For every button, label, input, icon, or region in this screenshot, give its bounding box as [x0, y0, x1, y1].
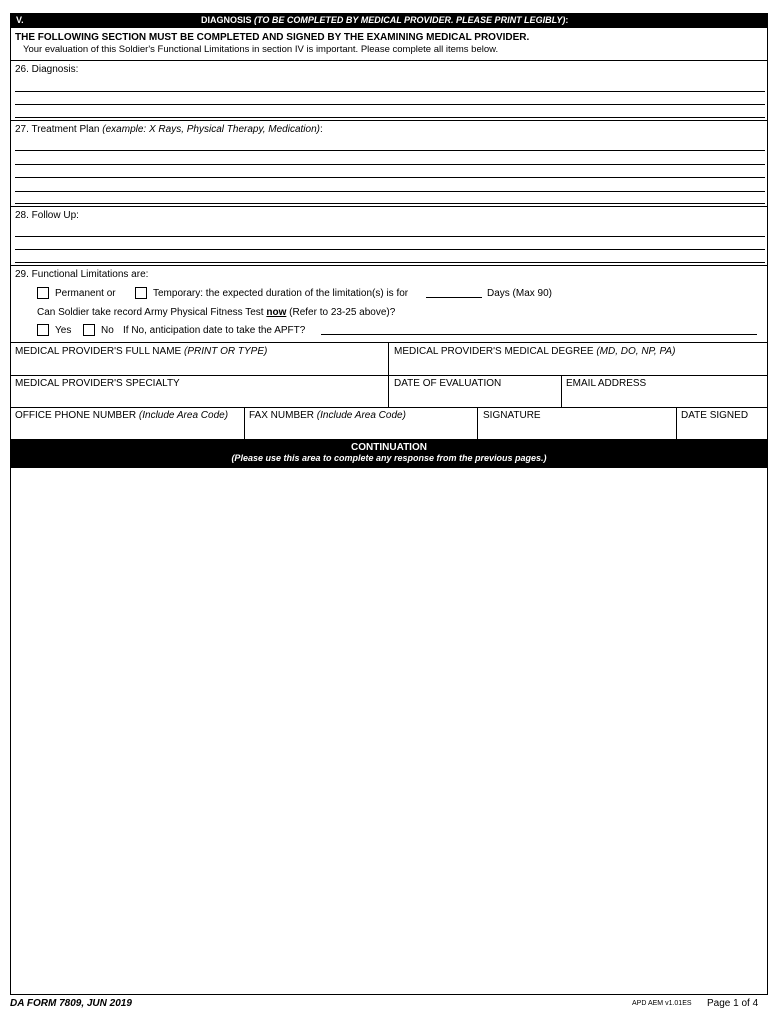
- item-27-label: 27. Treatment Plan: [15, 124, 100, 135]
- permanent-label: Permanent or: [55, 288, 116, 299]
- no-label: No: [101, 325, 114, 336]
- continuation-title: CONTINUATION: [351, 442, 427, 453]
- apft-question-pre: Can Soldier take record Army Physical Fitness Test: [37, 307, 264, 318]
- followup-line-2[interactable]: [15, 249, 765, 250]
- divider: [11, 375, 767, 376]
- office-phone-label: [15, 410, 228, 421]
- diagnosis-line-2[interactable]: [15, 104, 765, 105]
- office-phone-text: OFFICE PHONE NUMBER: [15, 410, 137, 421]
- column-divider: [388, 375, 389, 407]
- column-divider: [477, 407, 478, 439]
- treatment-line-3[interactable]: [15, 177, 765, 178]
- column-divider: [561, 375, 562, 407]
- divider: [11, 342, 767, 343]
- divider: [11, 407, 767, 408]
- column-divider: [388, 342, 389, 375]
- diagnosis-line-1[interactable]: [15, 91, 765, 92]
- section-subtitle: (TO BE COMPLETED BY MEDICAL PROVIDER. PLEASE PRINT LEGIBLY): [254, 15, 566, 25]
- instructions-heading: THE FOLLOWING SECTION MUST BE COMPLETED AND SIGNED BY THE EXAMINING MEDICAL PROVIDER.: [15, 32, 530, 43]
- apft-now: now: [266, 307, 287, 318]
- page-number: Page 1 of 4: [707, 998, 759, 1009]
- provider-degree-label: [394, 346, 675, 357]
- provider-name-note: (PRINT OR TYPE): [183, 346, 268, 357]
- section-title: DIAGNOSIS: [201, 15, 252, 25]
- if-no-label: If No, anticipation date to take the APFT?: [123, 325, 306, 336]
- treatment-line-1[interactable]: [15, 150, 765, 151]
- specialty-label: MEDICAL PROVIDER'S SPECIALTY: [15, 378, 180, 389]
- provider-name-label: [15, 346, 267, 357]
- treatment-line-4[interactable]: [15, 191, 765, 192]
- diagnosis-line-3[interactable]: [15, 117, 765, 118]
- fax-text: FAX NUMBER: [249, 410, 315, 421]
- office-phone-note: (Include Area Code): [138, 410, 229, 421]
- item-26-label: 26. Diagnosis:: [15, 64, 79, 75]
- temporary-checkbox[interactable]: [135, 287, 147, 299]
- fax-note: (Include Area Code): [316, 410, 406, 421]
- followup-line-3[interactable]: [15, 262, 765, 263]
- instructions-text: Your evaluation of this Soldier's Functional Limitations in section IV is important. Please complete all items below.: [23, 44, 499, 55]
- divider: [11, 60, 767, 61]
- yes-label: Yes: [55, 325, 72, 336]
- column-divider: [676, 407, 677, 439]
- days-input[interactable]: [426, 288, 482, 298]
- divider: [11, 206, 767, 207]
- apft-date-input[interactable]: [321, 325, 757, 335]
- treatment-line-2[interactable]: [15, 164, 765, 165]
- fax-label: [249, 410, 406, 421]
- section-number: V.: [16, 15, 24, 25]
- provider-degree-text: MEDICAL PROVIDER'S MEDICAL DEGREE: [394, 346, 594, 357]
- yes-checkbox[interactable]: [37, 324, 49, 336]
- version-label: APD AEM v1.01ES: [632, 1000, 692, 1007]
- column-divider: [244, 407, 245, 439]
- temporary-label: Temporary: the expected duration of the limitation(s) is for: [153, 288, 409, 299]
- signature-label: SIGNATURE: [483, 410, 541, 421]
- followup-line-1[interactable]: [15, 236, 765, 237]
- section-v-header: [11, 14, 767, 28]
- apft-question: [37, 307, 395, 318]
- item-28-label: 28. Follow Up:: [15, 210, 79, 221]
- item-27-label-wrap: [15, 124, 323, 135]
- treatment-line-5[interactable]: [15, 203, 765, 204]
- apft-question-post: (Refer to 23-25 above)?: [289, 307, 396, 318]
- continuation-area[interactable]: [11, 468, 767, 994]
- email-label: EMAIL ADDRESS: [566, 378, 647, 389]
- continuation-header: [11, 439, 767, 468]
- item-29-label: 29. Functional Limitations are:: [15, 269, 149, 280]
- no-checkbox[interactable]: [83, 324, 95, 336]
- date-eval-label: DATE OF EVALUATION: [394, 378, 502, 389]
- permanent-checkbox[interactable]: [37, 287, 49, 299]
- continuation-subtitle: (Please use this area to complete any response from the previous pages.): [231, 453, 547, 463]
- provider-degree-note: (MD, DO, NP, PA): [596, 346, 676, 357]
- section-title-wrap: [201, 15, 568, 25]
- section-colon: :: [565, 15, 569, 25]
- date-signed-label: DATE SIGNED: [681, 410, 749, 421]
- da-form-7809: [10, 13, 768, 995]
- divider: [11, 265, 767, 266]
- divider: [11, 120, 767, 121]
- item-27-example: (example: X Rays, Physical Therapy, Medication): [102, 124, 320, 135]
- provider-name-text: MEDICAL PROVIDER'S FULL NAME: [15, 346, 182, 357]
- item-27-colon: :: [319, 124, 323, 135]
- form-id: DA FORM 7809, JUN 2019: [10, 998, 132, 1009]
- days-label: Days (Max 90): [487, 288, 553, 299]
